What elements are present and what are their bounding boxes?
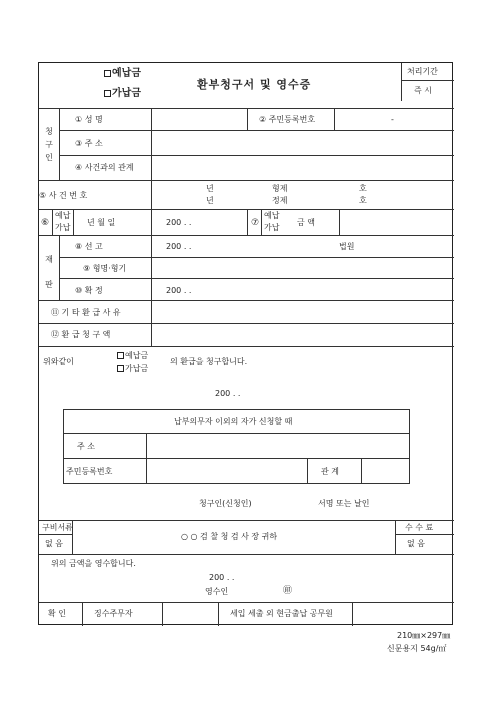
third-party-address-label: 주 소 [77, 442, 95, 451]
penalty-field[interactable] [152, 258, 454, 278]
refund-claim-form [38, 62, 453, 625]
penalty-label: ⑨ 형명·형기 [83, 264, 127, 273]
payment-kind2-top: 예납 [264, 211, 280, 220]
case-year-1: 년 [206, 184, 214, 193]
rrn-field[interactable]: - [391, 115, 394, 124]
sentence-date-field[interactable]: 200 . . [166, 242, 192, 251]
receipt-date[interactable]: 200 . . [209, 573, 235, 582]
name-field[interactable] [151, 108, 247, 130]
request-suffix: 의 환급을 청구합니다. [170, 357, 248, 366]
num-6: ⑥ [41, 218, 50, 228]
checkbox-icon[interactable] [104, 70, 111, 77]
final-label: ⑩ 확 정 [75, 286, 103, 295]
third-party-address-field[interactable] [147, 434, 409, 458]
official-label: 세입 세출 외 현금출납 공무원 [230, 609, 333, 618]
final-date-field[interactable]: 200 . . [166, 286, 192, 295]
sentence-label: ⑧ 선 고 [75, 242, 103, 251]
request-date[interactable]: 200 . . [215, 389, 241, 398]
fee-value: 없 음 [407, 539, 425, 548]
rrn-label: ② 주민등록번호 [259, 115, 316, 124]
collector-sign-field[interactable] [163, 603, 218, 626]
paper-size: 210㎜×297㎜ [397, 631, 451, 640]
required-docs-label: 구비서류 [42, 523, 73, 532]
option-provisional[interactable]: 가납금 [104, 89, 141, 99]
refund-amount-field[interactable] [152, 324, 454, 346]
payment-date-field[interactable]: 200 . . [166, 218, 192, 227]
receiver-label: 영수인 [205, 587, 229, 596]
claimant-sign-label: 청구인(신청인) [199, 499, 252, 508]
payment-amount-field[interactable] [340, 210, 454, 235]
third-party-relation-label: 관 계 [321, 467, 339, 476]
other-reason-field[interactable] [152, 301, 454, 323]
form-title: 환부청구서 및 영수증 [197, 78, 312, 91]
third-party-rrn-field[interactable] [147, 459, 307, 484]
num-7: ⑦ [251, 218, 260, 228]
checkbox-icon[interactable] [117, 352, 124, 359]
third-party-relation-field[interactable] [362, 459, 409, 484]
official-sign-field[interactable] [353, 603, 454, 626]
case-no-2: 호 [359, 196, 367, 205]
payment-amount-label: 금 액 [297, 218, 315, 227]
claimant-section-label: 청구인 [45, 127, 53, 162]
name-label: ① 성 명 [75, 115, 103, 124]
third-party-title: 납부의무자 이외의 자가 신청할 때 [174, 417, 293, 426]
request-option-provisional[interactable]: 가납금 [117, 365, 148, 373]
case-type-1: 형제 [272, 184, 288, 193]
address-label: ③ 주 소 [75, 139, 103, 148]
payment-kind-top: 예납 [55, 211, 71, 220]
court-label: 법원 [339, 242, 355, 251]
processing-period-label: 처리기간 [407, 67, 438, 76]
required-docs-value: 없 음 [45, 539, 63, 548]
payment-kind-bottom: 가납 [55, 223, 71, 232]
processing-period-value: 즉 시 [414, 86, 432, 95]
addressee: ○ ○ 검 찰 청 검 사 장 귀하 [181, 532, 278, 541]
paper-weight: 신문용지 54g/㎡ [387, 644, 447, 653]
trial-section-label: 재판 [45, 255, 53, 289]
confirm-label: 확 인 [48, 609, 66, 618]
checkbox-icon[interactable] [104, 90, 111, 97]
request-prefix: 위와같이 [43, 357, 74, 366]
case-year-2: 년 [206, 196, 214, 205]
payment-date-label: 년 월 일 [87, 218, 116, 227]
payment-kind2-bottom: 가납 [264, 223, 280, 232]
sign-or-seal[interactable]: 서명 또는 날인 [318, 499, 370, 508]
seal-icon[interactable]: ㊞ [283, 586, 293, 596]
fee-label: 수 수 료 [405, 523, 434, 532]
request-option-prepaid[interactable]: 예납금 [117, 352, 148, 360]
receipt-text: 위의 금액을 영수합니다. [51, 559, 136, 568]
case-type-2: 정제 [272, 196, 288, 205]
relation-field[interactable] [152, 156, 454, 180]
other-reason-label: ⑪ 기 타 환 급 사 유 [51, 308, 121, 317]
case-number-label: ⑤ 사 건 번 호 [39, 191, 88, 200]
refund-amount-label: ⑫ 환 급 청 구 액 [51, 330, 111, 339]
option-prepaid[interactable]: 예납금 [104, 69, 141, 79]
case-no-1: 호 [359, 184, 367, 193]
address-field[interactable] [152, 131, 454, 155]
third-party-rrn-label: 주민등록번호 [66, 467, 113, 476]
collector-label: 징수주무자 [94, 609, 133, 618]
checkbox-icon[interactable] [117, 365, 124, 372]
relation-label: ④ 사건과의 관계 [75, 163, 134, 172]
